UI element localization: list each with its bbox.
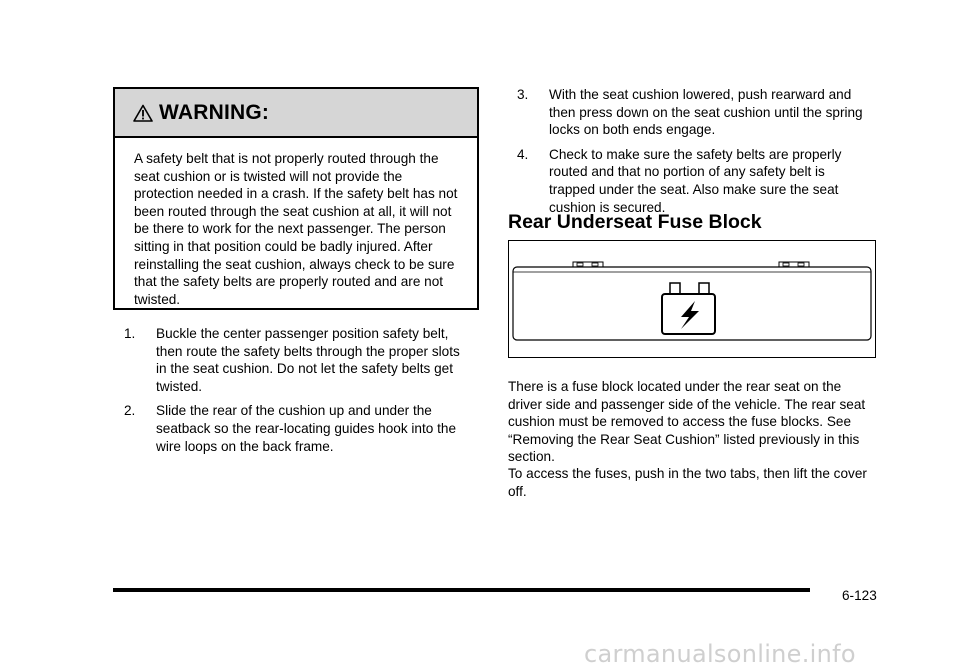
step-number: 2. <box>124 403 136 419</box>
steps-list-right <box>517 86 872 223</box>
footer-rule <box>113 588 810 592</box>
warning-box <box>113 87 479 310</box>
step-text: Slide the rear of the cushion up and under the seatback so the rear-locating guides hook into the wire loops on the back frame. <box>156 403 457 454</box>
step-item <box>517 86 872 139</box>
warning-triangle-icon <box>133 104 153 122</box>
step-item <box>124 325 474 395</box>
section-heading: Rear Underseat Fuse Block <box>508 211 762 233</box>
step-number: 3. <box>517 87 529 102</box>
warning-title: WARNING: <box>159 100 270 124</box>
step-item <box>124 402 474 455</box>
step-text: With the seat cushion lowered, push rearward and then press down on the seat cushion until the spring locks on both ends engage. <box>549 87 863 138</box>
warning-header <box>115 89 477 138</box>
step-text: Buckle the center passenger position safety belt, then route the safety belts through the proper slots in the seat cushion. Do not let the safety belts get twisted. <box>156 326 460 394</box>
step-number: 1. <box>124 326 136 341</box>
watermark: carmanualsonline.info <box>584 640 856 668</box>
paragraph: To access the fuses, push in the two tabs, then lift the cover off. <box>508 466 867 499</box>
step-item <box>517 146 872 216</box>
paragraph: There is a fuse block located under the rear seat on the driver side and passenger side of the vehicle. The rear seat cushion must be removed to access the fuse blocks. See “Removing the Rear Seat Cushion” listed previously in this section. <box>508 379 866 465</box>
fuse-block-drawing <box>509 241 875 357</box>
page-number: 6-123 <box>842 588 877 603</box>
warning-text: A safety belt that is not properly routed through the seat cushion or is twisted will not provide the protection needed in a crash. If the safety belt has not been routed through the seat cushion at all, it will not be there to work for the next passenger. The person sitting in that position could be badly injured. After reinstalling the seat cushion, always check to be sure that the safety belts are properly routed and are not twisted. <box>134 151 458 307</box>
step-number: 4. <box>517 146 529 162</box>
fuse-block-figure <box>508 240 876 358</box>
battery-icon <box>662 283 715 334</box>
steps-list-left <box>124 325 474 462</box>
step-text: Check to make sure the safety belts are properly routed and that no portion of any safety belt is trapped under the seat. Also make sure the seat cushion is secured. <box>549 146 842 215</box>
